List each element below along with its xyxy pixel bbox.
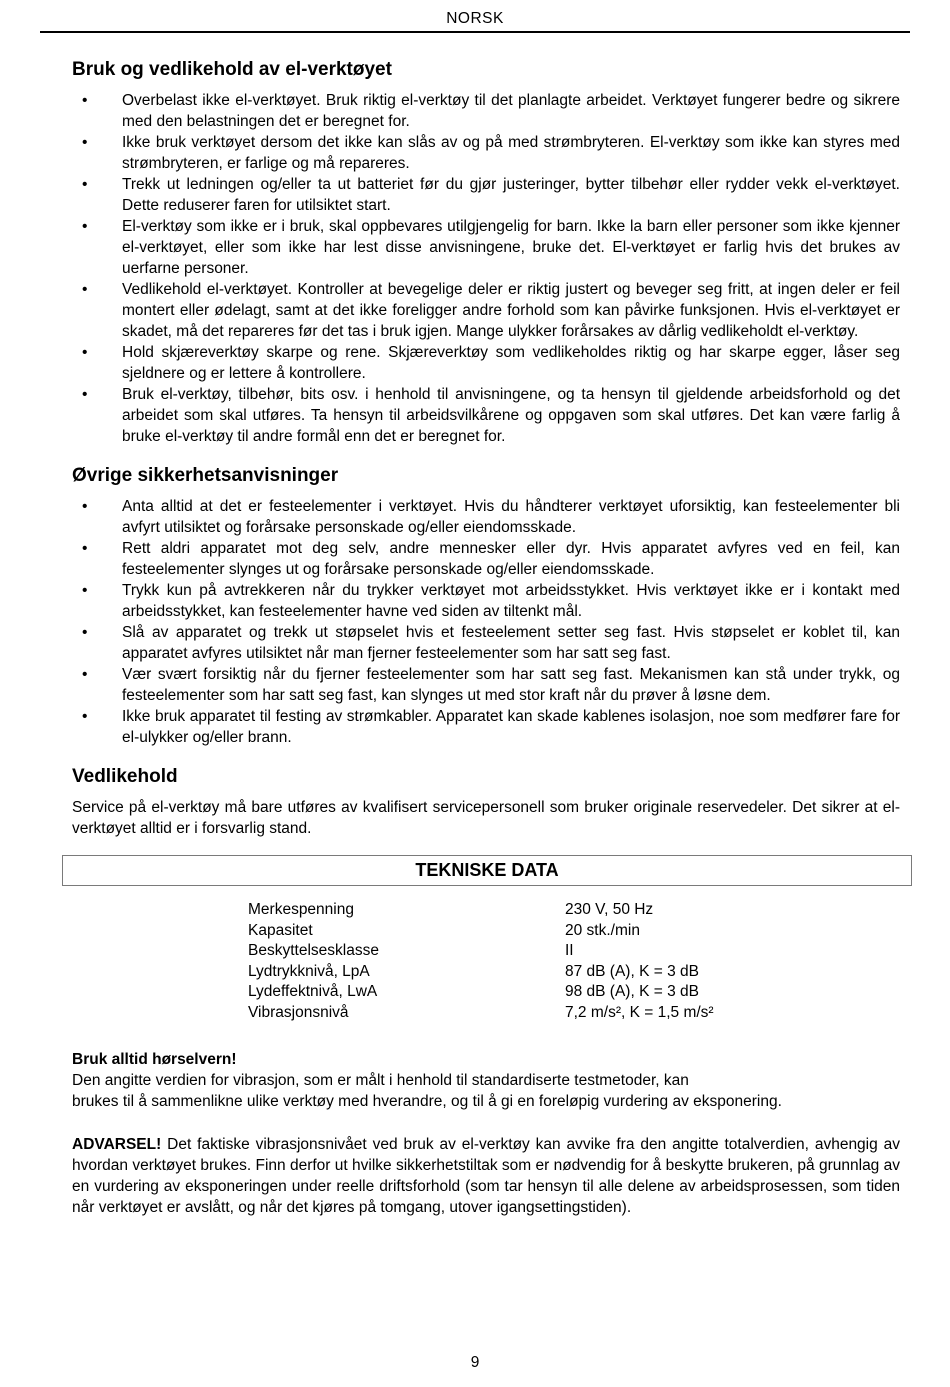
list-item-text: Trekk ut ledningen og/eller ta ut batteriet før du gjør justeringer, bytter tilbehør eller rydder vekk el-verktøyet. Dette reduserer faren for utilsiktet start. (122, 176, 900, 214)
list-item-text: El-verktøy som ikke er i bruk, skal oppbevares utilgjengelig for barn. Ikke la barn eller personer som ikke kjenner el-verktøyet, eller som ikke har lest disse anvisningene, bruke det. El-verktøyet er farlig hvis det brukes av uerfarne personer. (122, 218, 900, 277)
tech-data-label: Lydeffektnivå, LwA (248, 983, 378, 1000)
technical-data-table (248, 900, 900, 1023)
bullet-icon: • (82, 344, 88, 361)
list-item (72, 664, 900, 706)
section-heading-use-and-maintenance: Bruk og vedlikehold av el-verktøyet (72, 59, 392, 80)
bullet-icon: • (82, 386, 88, 403)
list-item (72, 90, 900, 132)
table-row (248, 900, 900, 921)
list-item-text: Ikke bruk verktøyet dersom det ikke kan slås av og på med strømbryteren. El-verktøy som ikke kan styres med strømbryteren, er farlige og må repareres. (122, 134, 900, 172)
bullet-icon: • (82, 666, 88, 683)
bullet-icon: • (82, 176, 88, 193)
list-item (72, 384, 900, 447)
maintenance-paragraph: Service på el-verktøy må bare utføres av kvalifisert servicepersonell som bruker originale reservedeler. Det sikrer at el-verktøyet alltid er i forsvarlig stand. (72, 799, 900, 837)
bullet-list-other-safety (72, 496, 900, 748)
list-item-text: Vær svært forsiktig når du fjerner festeelementer som har satt seg fast. Mekanismen kan stå under trykk, og festeelementer som har satt seg fast, kan slynges ut med stor kraft når du prøver å løsne dem. (122, 666, 900, 704)
bullet-list-use-and-maintenance (72, 90, 900, 447)
list-item-text: Bruk el-verktøy, tilbehør, bits osv. i henhold til anvisningene, og ta hensyn til gjeldende arbeidsforhold og det arbeidet som skal utføres. Ta hensyn til arbeidsvilkårene og oppgaven som skal utføres. Det kan være farlig å bruke el-verktøy til andre formål enn det er beregnet for. (122, 386, 900, 445)
list-item-text: Slå av apparatet og trekk ut støpselet hvis et festeelement setter seg fast. Hvis støpselet er koblet til, kan apparatet avfyres utilsiktet når man fjerner festeelementer som har satt seg fast. (122, 624, 900, 662)
bullet-icon: • (82, 582, 88, 599)
tech-data-label: Merkespenning (248, 901, 354, 918)
warning-label: ADVARSEL! (72, 1136, 162, 1153)
bullet-icon: • (82, 540, 88, 557)
list-item-text: Anta alltid at det er festeelementer i verktøyet. Hvis du håndterer verktøyet uforsiktig, kan festeelementer bli avfyrt utilsiktet og forårsake personskade og/eller eiendomsskade. (122, 498, 900, 536)
tech-data-value: 98 dB (A), K = 3 dB (565, 983, 699, 1000)
list-item (72, 496, 900, 538)
hearing-protection-bold-line: Bruk alltid hørselvern! (72, 1051, 237, 1068)
header-language-label: NORSK (446, 10, 504, 27)
table-row (248, 962, 900, 983)
tech-data-value: II (565, 942, 574, 959)
list-item (72, 132, 900, 174)
list-item (72, 538, 900, 580)
technical-data-box (62, 855, 912, 886)
list-item (72, 216, 900, 279)
vibration-note-line-2: brukes til å sammenlikne ulike verktøy med hverandre, og til å gi en foreløpig vurdering av eksponering. (72, 1093, 782, 1110)
table-row (248, 921, 900, 942)
tech-data-label: Lydtrykknivå, LpA (248, 962, 370, 980)
list-item (72, 342, 900, 384)
list-item-text: Ikke bruk apparatet til festing av strømkabler. Apparatet kan skade kablenes isolasjon, noe som medfører fare for el-ulykker og/eller brann. (122, 708, 900, 746)
list-item-text: Trykk kun på avtrekkeren når du trykker verktøyet mot arbeidsstykket. Hvis verktøyet ikke er i kontakt med arbeidsstykket, kan festeelementer havne ved siden av tiltenkt mål. (122, 582, 900, 620)
bullet-icon: • (82, 708, 88, 725)
table-row (248, 982, 900, 1003)
section-heading-other-safety: Øvrige sikkerhetsanvisninger (72, 465, 339, 486)
vibration-note-line-1: Den angitte verdien for vibrasjon, som er målt i henhold til standardiserte testmetoder, kan (72, 1072, 689, 1089)
list-item-text: Overbelast ikke el-verktøyet. Bruk riktig el-verktøy til det planlagte arbeidet. Verktøyet fungerer bedre og sikrere med den belastningen det er beregnet for. (122, 92, 900, 130)
bullet-icon: • (82, 92, 88, 109)
bullet-icon: • (82, 498, 88, 515)
table-row (248, 941, 900, 962)
bullet-icon: • (82, 134, 88, 151)
tech-data-label: Kapasitet (248, 921, 313, 939)
tech-data-label: Beskyttelsesklasse (248, 942, 379, 959)
page-number: 9 (470, 1354, 480, 1371)
page-content (72, 59, 900, 1218)
warning-paragraph (72, 1134, 900, 1218)
tech-data-value: 87 dB (A), K = 3 dB (565, 962, 699, 980)
tech-data-value: 20 stk./min (565, 921, 640, 939)
header-rule (40, 31, 910, 33)
bullet-icon: • (82, 218, 88, 235)
section-heading-maintenance: Vedlikehold (72, 766, 178, 787)
tech-data-value: 7,2 m/s², K = 1,5 m/s² (565, 1003, 714, 1021)
bullet-icon: • (82, 281, 88, 298)
warning-text: Det faktiske vibrasjonsnivået ved bruk av el-verktøy kan avvike fra den angitte totalverdien, avhengig av hvordan verktøyet brukes. Finn derfor ut hvilke sikkerhetstiltak som er nødvendig for å beskytte brukeren, på grunnlag av en vurdering av eksponeringen under reelle driftsforhold (som tar hensyn til alle delene av arbeidsprosessen, som tiden når verktøyet er avslått, og når det kjøres på tomgang, utover igangsettingstiden). (72, 1136, 900, 1216)
tech-data-value: 230 V, 50 Hz (565, 901, 654, 918)
bullet-icon: • (82, 624, 88, 641)
hearing-protection-note (72, 1049, 900, 1112)
list-item (72, 279, 900, 342)
technical-data-title: TEKNISKE DATA (415, 860, 559, 880)
list-item-text: Hold skjæreverktøy skarpe og rene. Skjæreverktøy som vedlikeholdes riktig og har skarpe egger, låser seg sjeldnere og er lettere å kontrollere. (122, 344, 900, 382)
list-item (72, 580, 900, 622)
table-row (248, 1003, 900, 1024)
list-item-text: Vedlikehold el-verktøyet. Kontroller at bevegelige deler er riktig justert og beveger seg fritt, at ingen deler er feil montert eller ødelagt, samt at det ikke foreligger andre forhold som kan påvirke funksjonen. Hvis el-verktøyet er skadet, må det repareres før det tas i bruk igjen. Mange ulykker forårsakes av dårlig vedlikeholdt el-verktøy. (122, 281, 900, 340)
list-item (72, 706, 900, 748)
list-item (72, 174, 900, 216)
list-item-text: Rett aldri apparatet mot deg selv, andre mennesker eller dyr. Hvis apparatet avfyres ved en feil, kan festeelementer slynges ut og forårsake personskade og/eller eiendomsskade. (122, 540, 900, 578)
list-item (72, 622, 900, 664)
tech-data-label: Vibrasjonsnivå (248, 1003, 349, 1021)
